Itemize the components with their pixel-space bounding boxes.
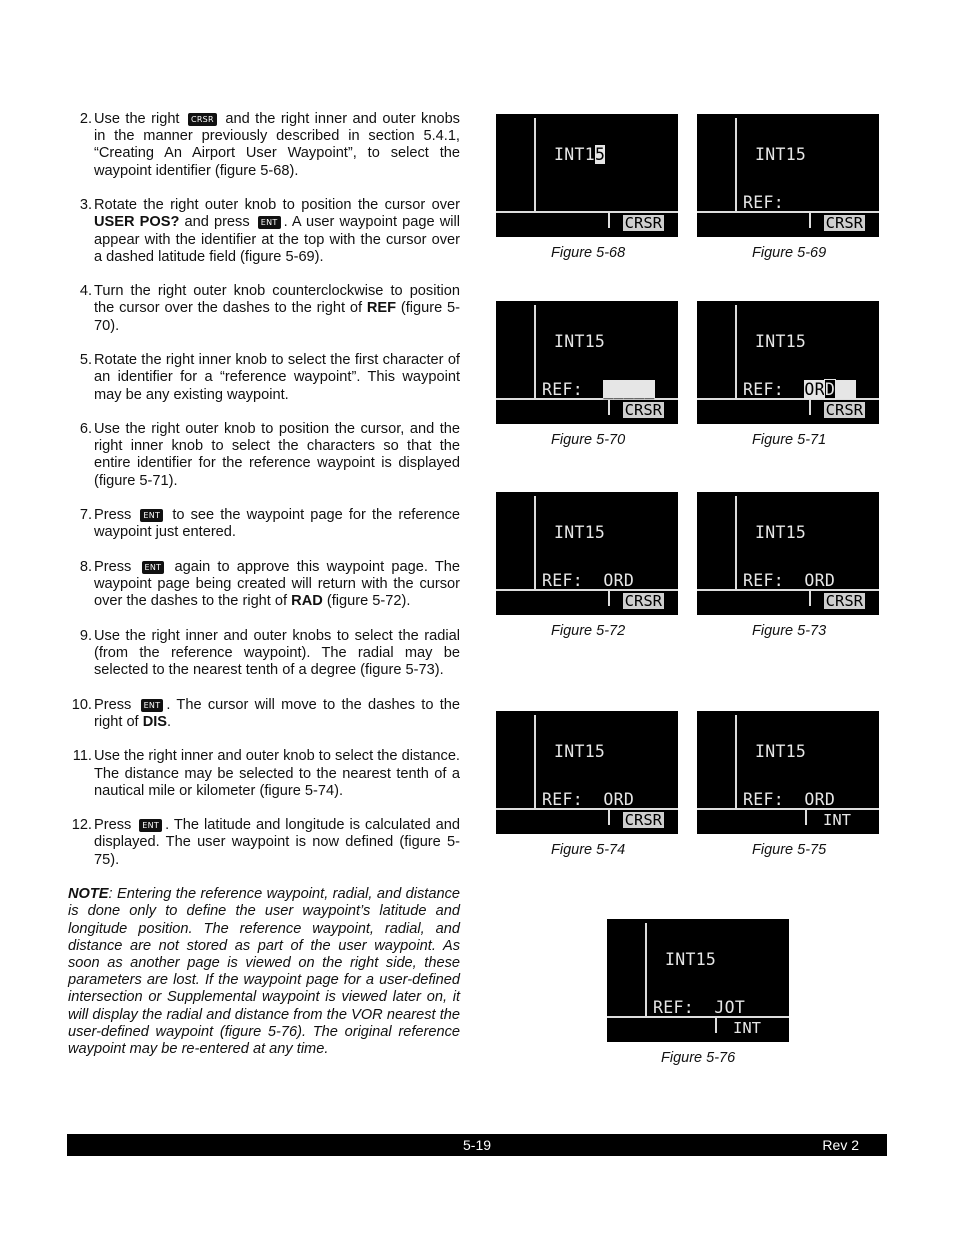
step-11 [68, 748, 460, 800]
step-6 [68, 421, 460, 490]
note-paragraph [68, 886, 460, 1058]
cursor: _____ [603, 379, 655, 399]
step-12 [68, 817, 460, 869]
step-text: Use the right inner and outer knobs to select the radial (from the reference waypoint). The radial may be selected to the nearest tenth of a degree (figure 5-73). [94, 627, 460, 679]
step-number: 9. [79, 627, 92, 644]
step-number: 7. [79, 507, 92, 524]
step-text: Use the right CRSR and the right inner and outer knobs in the manner previously described in section 5.4.1, “Creating An Airport User Waypoint”, to select the waypoint identifier (figure 5-68). [94, 111, 460, 179]
caption-5-70: Figure 5-70 [551, 432, 626, 448]
page-number: 5-19 [463, 1137, 492, 1153]
int-annunciator: INT [733, 1019, 761, 1037]
screen-figure-5-68: INT15 CRSR [496, 114, 678, 237]
step-2 [68, 111, 460, 180]
caption-5-73: Figure 5-73 [752, 623, 827, 639]
step-9 [68, 628, 460, 680]
screen-figure-5-69: INT15 REF: _____ CRSR [697, 114, 879, 237]
step-number: 2. [79, 111, 92, 127]
caption-5-76: Figure 5-76 [661, 1050, 736, 1066]
note-label: NOTE [68, 886, 109, 903]
screen-figure-5-76: INT15 REF: JOT INT [607, 919, 789, 1042]
cursor: D [824, 379, 836, 399]
revision-label: Rev 2 [822, 1137, 859, 1153]
step-10 [68, 697, 460, 731]
ent-key-icon: ENT [142, 561, 165, 574]
step-text: Press ENT to see the waypoint page for the reference waypoint just entered. [94, 507, 460, 541]
screen-figure-5-71: INT15 REF: ORD CRSR [697, 301, 879, 424]
step-number: 4. [79, 283, 92, 300]
crsr-annunciator: CRSR [825, 592, 863, 610]
crsr-annunciator: CRSR [825, 401, 863, 419]
page-footer [67, 1134, 887, 1156]
step-text: Turn the right outer knob counterclockwise to position the cursor over the dashes to the right of REF (figure 5-70). [94, 283, 460, 334]
ent-key-icon: ENT [140, 509, 163, 522]
step-4 [68, 283, 460, 335]
caption-5-71: Figure 5-71 [752, 432, 827, 448]
step-text: Rotate the right inner knob to select the first character of an identifier for a “reference waypoint”. This waypoint may be any existing waypoint. [94, 352, 460, 403]
step-number: 6. [79, 421, 92, 438]
step-number: 12. [71, 817, 92, 834]
caption-5-74: Figure 5-74 [551, 842, 626, 858]
caption-5-72: Figure 5-72 [551, 623, 626, 639]
screen-figure-5-70: INT15 REF: _____ CRSR [496, 301, 678, 424]
screen-figure-5-75: INT15 REF: ORD INT [697, 711, 879, 834]
note-text: : Entering the reference waypoint, radial, and distance is done only to define the user waypoint’s latitude and longitude position. The reference waypoint, radial, and distance are not stored as part of the user waypoint. As soon as another page is viewed on the right side, these parameters are lost. If the waypoint page for a user-defined intersection or Supplemental waypoint is viewed later on, it will display the radial and distance from the VOR nearest the user-defined waypoint (figure 5-76). The original reference waypoint may be re-entered at any time. [68, 886, 460, 1057]
ent-key-icon: ENT [141, 699, 164, 712]
step-8 [68, 559, 460, 611]
step-text: Use the right outer knob to position the cursor, and the right inner knob to select the characters so that the entire identifier for the reference waypoint is displayed (figure 5-71). [94, 421, 460, 489]
caption-5-68: Figure 5-68 [551, 245, 626, 261]
crsr-annunciator: CRSR [624, 401, 662, 419]
step-text: Press ENT . The cursor will move to the dashes to the right of DIS. [94, 696, 460, 730]
crsr-key-icon: CRSR [188, 113, 217, 126]
step-number: 8. [79, 558, 92, 575]
caption-5-75: Figure 5-75 [752, 842, 827, 858]
screen-figure-5-73: INT15 REF: ORD CRSR [697, 492, 879, 615]
instructions-column [68, 111, 460, 1058]
step-3 [68, 197, 460, 266]
step-text: Press ENT . The latitude and longitude is calculated and displayed. The user waypoint is now defined (figure 5-75). [94, 817, 460, 868]
step-number: 3. [79, 197, 92, 214]
screen-figure-5-72: INT15 REF: ORD CRSR [496, 492, 678, 615]
crsr-annunciator: CRSR [624, 811, 662, 829]
crsr-annunciator: CRSR [825, 214, 863, 232]
ent-key-icon: ENT [258, 216, 281, 229]
step-text: Rotate the right outer knob to position the cursor over USER POS? and press ENT . A user waypoint page will appear with the identifier at the top with the cursor over a dashed latitude field (figure 5-69). [94, 197, 460, 265]
step-number: 5. [79, 352, 92, 369]
screen-figure-5-74: INT15 REF: ORD CRSR [496, 711, 678, 834]
step-text: Press ENT again to approve this waypoint page. The waypoint page being created will return with the cursor over the dashes to the right of RAD (figure 5-72). [94, 558, 460, 610]
crsr-annunciator: CRSR [624, 214, 662, 232]
step-7 [68, 507, 460, 541]
int-annunciator: INT [823, 811, 851, 829]
step-text: Use the right inner and outer knob to select the distance. The distance may be selected to the nearest tenth of a nautical mile or kilometer (figure 5-74). [94, 748, 460, 799]
cursor: 5 [594, 144, 606, 164]
caption-5-69: Figure 5-69 [752, 245, 827, 261]
ent-key-icon: ENT [139, 819, 162, 832]
crsr-annunciator: CRSR [624, 592, 662, 610]
step-number: 10. [71, 696, 92, 713]
step-number: 11. [72, 748, 92, 765]
step-5 [68, 352, 460, 404]
